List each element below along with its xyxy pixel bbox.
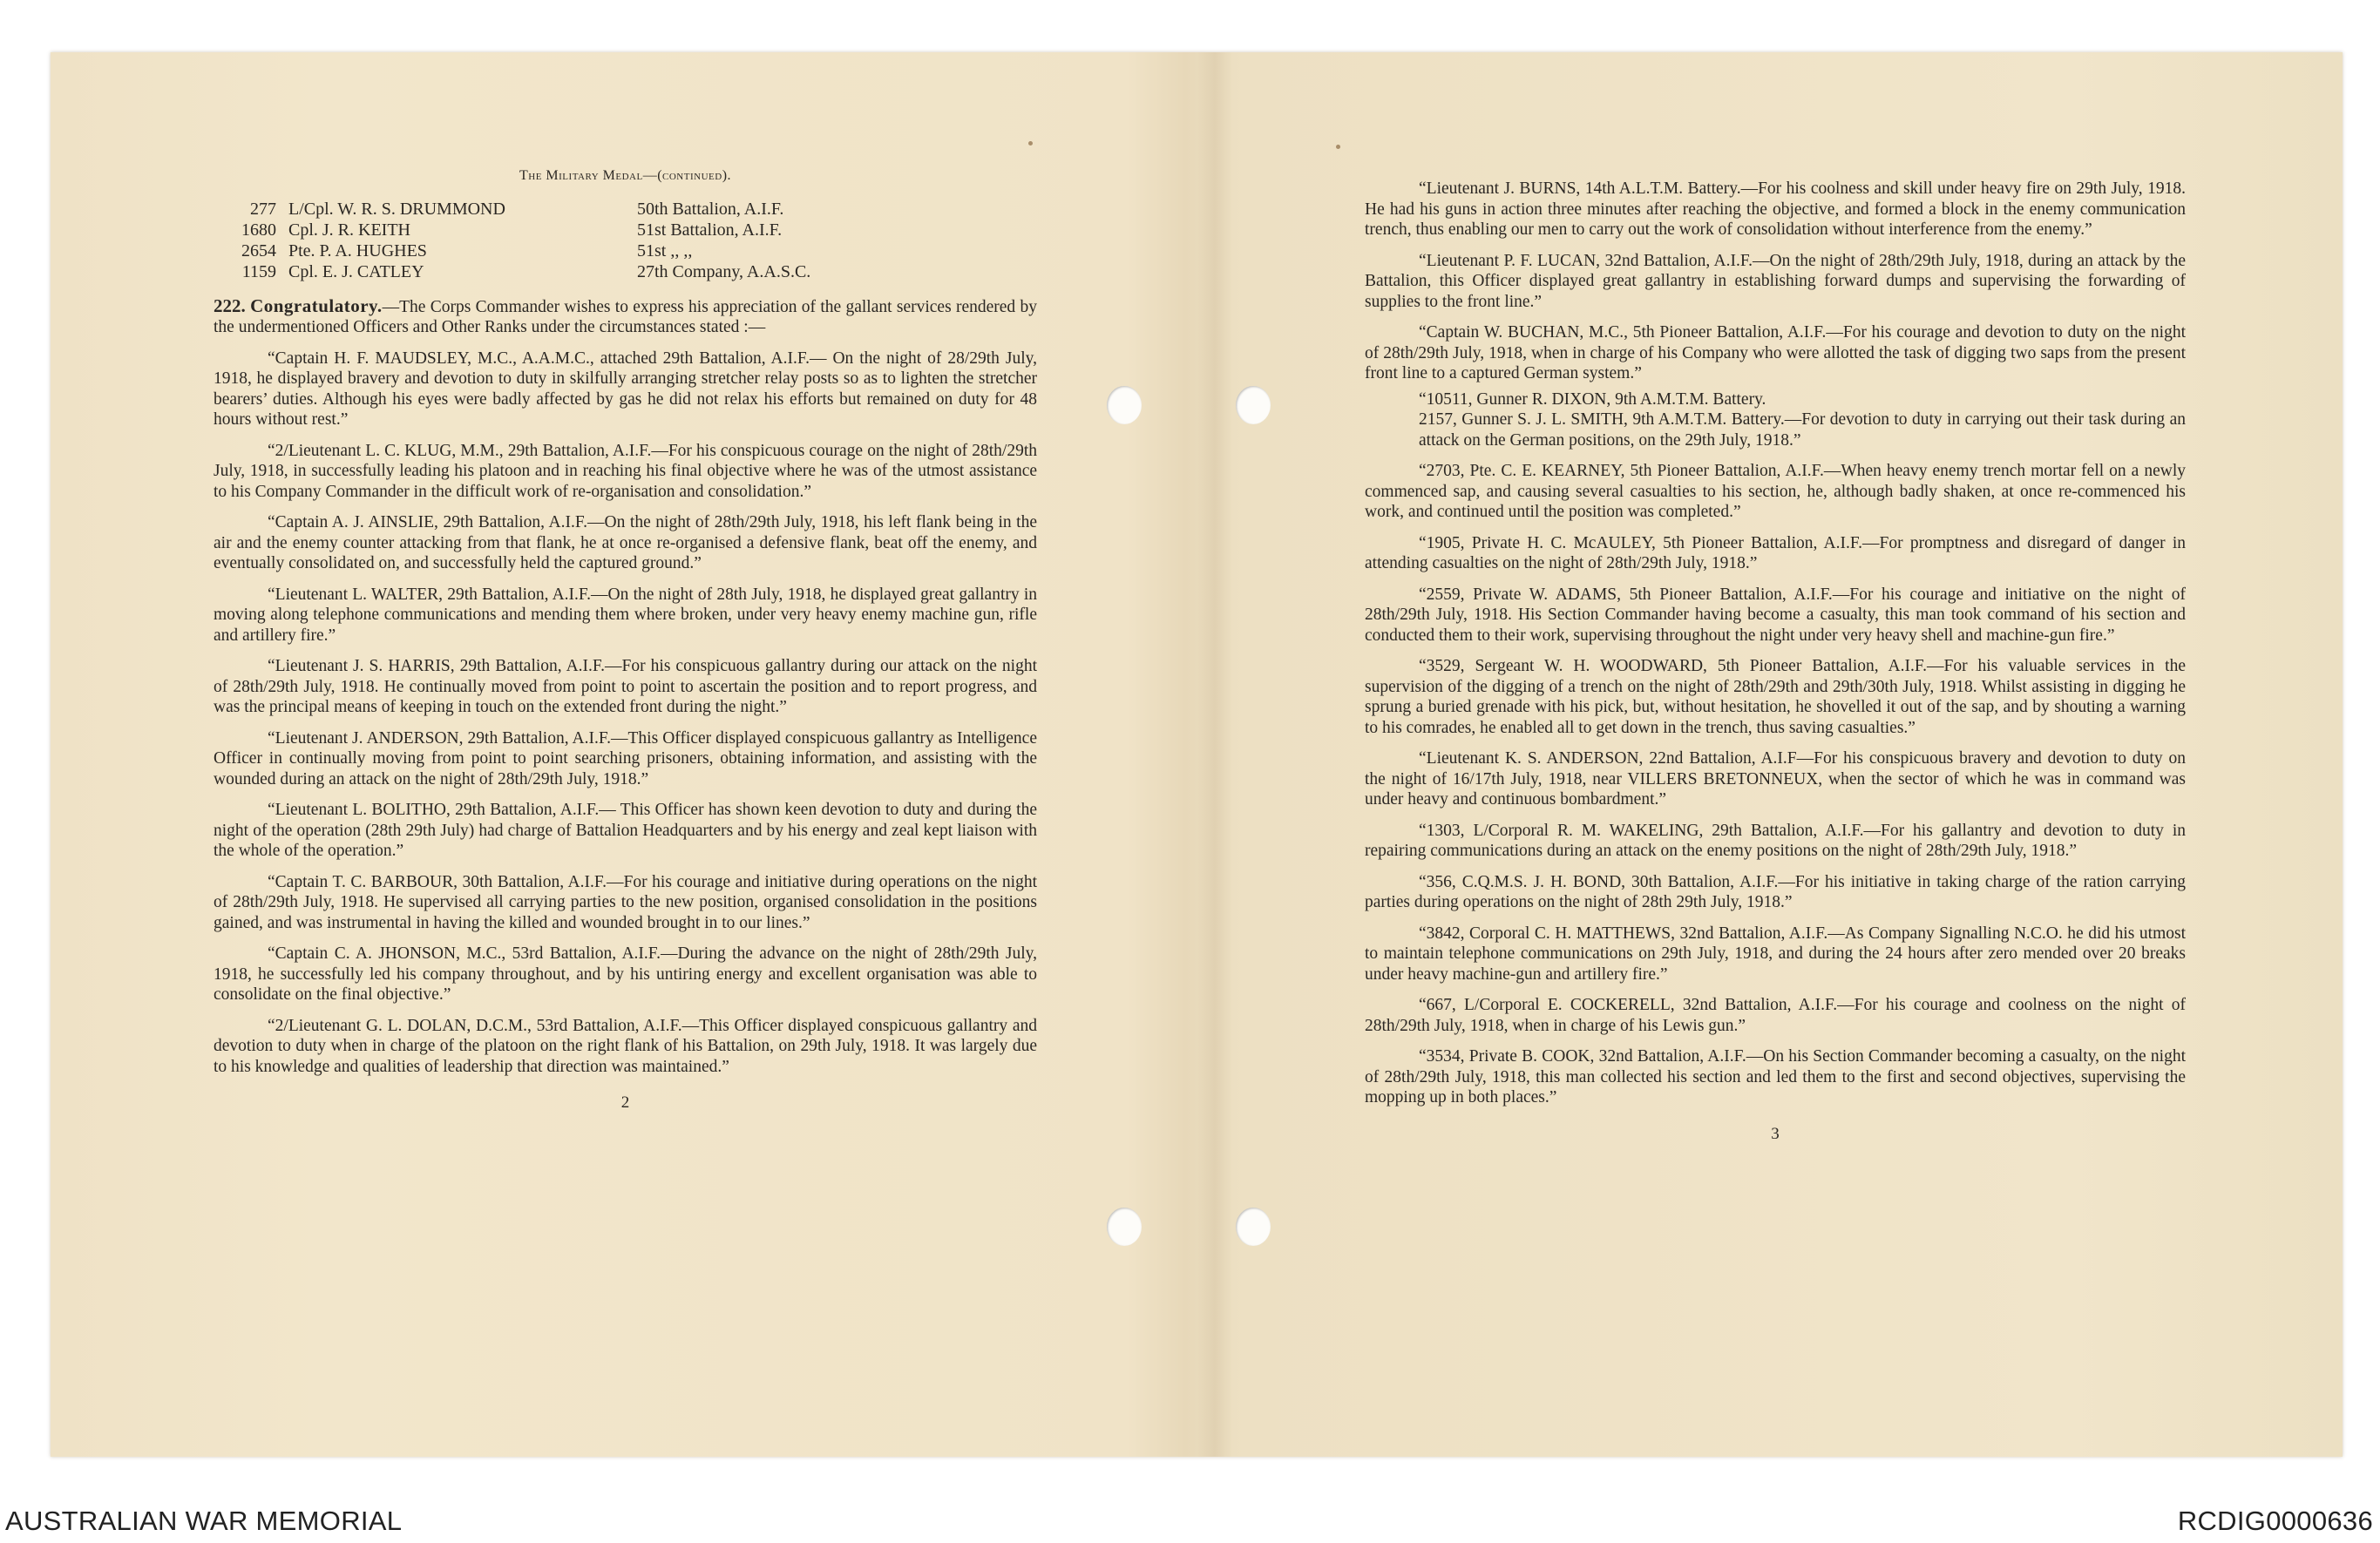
recipient-unit: 51st ,, ,,: [637, 240, 693, 261]
medal-list-row: [214, 220, 1037, 240]
citation: “Lieutenant J. BURNS, 14th A.L.T.M. Battery.—For his coolness and skill under heavy fire on 29th July, 1918. He had his guns in action three minutes after reaching the objective, and formed a block in the enemy communication trench, thus enabling our men to carry out the work of consolidation without interference from the enemy.”: [1365, 179, 2186, 239]
medal-list-row: [214, 261, 1037, 282]
citation-smith-line: 2157, Gunner S. J. L. SMITH, 9th A.M.T.M. Battery.—For devotion to duty in carrying out their task during an attack on the German positions, on the 29th July, 1918.”: [1419, 410, 2186, 450]
section-title: Congratulatory.: [250, 294, 383, 316]
right-page: [1365, 179, 2186, 1144]
citation: “Lieutenant L. BOLITHO, 29th Battalion, A.I.F.— This Officer has shown keen devotion to duty and during the night of the operation (28th 29th July) had charge of Battalion Headquarters and by his energy and zeal kept liaison with the whole of the operation.”: [214, 801, 1037, 860]
citation: “356, C.Q.M.S. J. H. BOND, 30th Battalion, A.I.F.—For his initiative in taking charge of the ration carrying parties during operations on the night of 28th 29th July, 1918.”: [1365, 872, 2186, 911]
punch-hole: [1107, 1208, 1142, 1246]
page-number: 3: [1771, 1124, 1780, 1143]
citation: “3529, Sergeant W. H. WOODWARD, 5th Pioneer Battalion, A.I.F.—For his valuable services in the supervision of the digging of a trench on the night of 28th/29th and 29th/30th July, 1918. Whilst assisting in digging he sprung a buried grenade with his pick, but, without hesitation, he shovelled it out of the sap, and by shouting a warning to his comrades, he enabled all to get down in the trench, thus saving casualties.”: [1365, 657, 2186, 737]
citation: “1905, Private H. C. McAULEY, 5th Pioneer Battalion, A.I.F.—For promptness and disregard of danger in attending casualties on the night of 28th/29th July, 1918.”: [1365, 533, 2186, 572]
recipient-unit: 27th Company, A.A.S.C.: [637, 261, 811, 281]
citation: “Captain T. C. BARBOUR, 30th Battalion, A.I.F.—For his courage and initiative during operations on the night of 28th/29th July, 1918. He supervised all carrying parties to the new position, organised consolidation in the positions gained, and was instrumental in having the killed and wounded brought in to our lines.”: [214, 872, 1037, 932]
citation-dixon: [1365, 389, 2186, 451]
citation: “2559, Private W. ADAMS, 5th Pioneer Battalion, A.I.F.—For his courage and initiative on the night of 28th/29th July, 1918. His Section Commander having become a casualty, this man took command of his section and conducted them to their work, supervising throughout the night under very heavy shell and machine-gun fire.”: [1365, 585, 2186, 645]
citation: “Lieutenant P. F. LUCAN, 32nd Battalion, A.I.F.—On the night of 28th/29th July, 1918, during an attack by the Battalion, this Officer displayed great gallantry in establishing forward dumps and supervising the forwarding of supplies to the front line.”: [1365, 251, 2186, 311]
regimental-number: 1680: [241, 220, 276, 240]
section-intro: —The Corps Commander wishes to express his appreciation of the gallant services rendered by the undermentioned Officers and Other Ranks under the circumstances stated :—: [214, 297, 1037, 336]
section-number: 222.: [214, 294, 246, 316]
recipient-unit: 51st Battalion, A.I.F.: [637, 220, 783, 240]
punch-hole: [1107, 386, 1142, 424]
page-number: 2: [620, 1093, 630, 1112]
centre-fold: [1197, 52, 1232, 1457]
citation: “2703, Pte. C. E. KEARNEY, 5th Pioneer Battalion, A.I.F.—When heavy enemy trench mortar fell on a newly commenced sap, and causing several casualties to his section, he, although badly shaken, at once re-commenced his work, and continued until the position was completed.”: [1365, 462, 2186, 521]
recipient-name: Cpl. E. J. CATLEY: [288, 261, 424, 281]
citation: “2/Lieutenant L. C. KLUG, M.M., 29th Battalion, A.I.F.—For his conspicuous courage on the night of 28th/29th July, 1918, in successfully leading his platoon and in reaching his final objective where he was of the utmost assistance to his Company Commander in the difficult work of re-organisation and consolidation.”: [214, 441, 1037, 501]
recipient-name: Cpl. J. R. KEITH: [288, 220, 410, 240]
archive-reference: RCDIG0000636: [2177, 1506, 2373, 1536]
regimental-number: 1159: [241, 261, 276, 281]
regimental-number: 2654: [241, 240, 276, 261]
archive-name: AUSTRALIAN WAR MEMORIAL: [5, 1506, 403, 1536]
citation: “Captain A. J. AINSLIE, 29th Battalion, A.I.F.—On the night of 28th/29th July, 1918, his left flank being in the air and the enemy counter attacking from that flank, he at once re-organised a defensive flank, beat off the enemy, and eventually consolidated on, and successfully held the captured ground.”: [214, 513, 1037, 572]
section-222: [214, 296, 1037, 338]
citation: “Lieutenant L. WALTER, 29th Battalion, A.I.F.—On the night of 28th July, 1918, he displayed great gallantry in moving along telephone communications and mending them where broken, under very heavy enemy machine gun, rifle and artillery fire.”: [214, 585, 1037, 645]
citation-dixon-line: “10511, Gunner R. DIXON, 9th A.M.T.M. Battery.: [1419, 389, 1766, 409]
citation: “3534, Private B. COOK, 32nd Battalion, A.I.F.—On his Section Commander becoming a casualty, on the night of 28th/29th July, 1918, this man collected his section and led them to the first and second objectives, supervising the mopping up in both places.”: [1365, 1047, 2186, 1106]
paper-stain: [1028, 141, 1033, 146]
recipient-name: L/Cpl. W. R. S. DRUMMOND: [288, 199, 505, 219]
citation: “3842, Corporal C. H. MATTHEWS, 32nd Battalion, A.I.F.—As Company Signalling N.C.O. he did his utmost to maintain telephone communications on 29th July, 1918, and during the 24 hours after zero mended over 20 breaks under heavy machine-gun and artillery fire.”: [1365, 924, 2186, 984]
medal-list-row: [214, 199, 1037, 220]
recipient-unit: 50th Battalion, A.I.F.: [637, 199, 784, 219]
citation: “1303, L/Corporal R. M. WAKELING, 29th Battalion, A.I.F.—For his gallantry and devotion to duty in repairing communications during an attack on the enemy positions on the night of 28th/29th July, 1918.”: [1365, 821, 2186, 860]
punch-hole: [1236, 1208, 1271, 1246]
page-header: The Military Medal—(continued).: [519, 168, 732, 183]
recipient-name: Pte. P. A. HUGHES: [288, 240, 427, 261]
citation: “2/Lieutenant G. L. DOLAN, D.C.M., 53rd Battalion, A.I.F.—This Officer displayed conspicuous gallantry and devotion to duty when in charge of the platoon on the right flank of his Battalion, on 29th July, 1918. It was largely due to his knowledge and qualities of leadership that direction was maintained.”: [214, 1016, 1037, 1076]
citation: “Captain W. BUCHAN, M.C., 5th Pioneer Battalion, A.I.F.—For his courage and devotion to duty on the night of 28th/29th July, 1918, when in charge of his Company who were allotted the task of digging two saps from the present front line to a captured German system.”: [1365, 323, 2186, 382]
punch-hole: [1236, 386, 1271, 424]
citation: “667, L/Corporal E. COCKERELL, 32nd Battalion, A.I.F.—For his courage and coolness on the night of 28th/29th July, 1918, when in charge of his Lewis gun.”: [1365, 996, 2186, 1035]
left-page: [214, 166, 1037, 1113]
citation: “Lieutenant J. ANDERSON, 29th Battalion, A.I.F.—This Officer displayed conspicuous gallantry as Intelligence Officer in continually moving from point to point searching prisoners, obtaining information, and assisting with the wounded during an attack on the night of 28th/29th July, 1918.”: [214, 728, 1037, 788]
citation: “Lieutenant J. S. HARRIS, 29th Battalion, A.I.F.—For his conspicuous gallantry during our attack on the night of 28th/29th July, 1918. He continually moved from point to point to ascertain the position and to report progress, and was the principal means of keeping in touch on the extended front during the night.”: [214, 657, 1037, 716]
regimental-number: 277: [250, 199, 276, 219]
medal-list: [214, 199, 1037, 282]
citation: “Captain C. A. JHONSON, M.C., 53rd Battalion, A.I.F.—During the advance on the night of 28th/29th July, 1918, he successfully led his company throughout, and by his untiring energy and excellent organisation was able to consolidate on the final objective.”: [214, 944, 1037, 1004]
paper-stain: [1336, 145, 1340, 149]
citation: “Lieutenant K. S. ANDERSON, 22nd Battalion, A.I.F—For his conspicuous bravery and devotion to duty on the night of 16/17th July, 1918, near VILLERS BRETONNEUX, when the sector of which he was in command was under heavy and continuous bombardment.”: [1365, 749, 2186, 809]
citation: “Captain H. F. MAUDSLEY, M.C., A.A.M.C., attached 29th Battalion, A.I.F.— On the night of 28/29th July, 1918, he displayed bravery and devotion to duty in skilfully arranging stretcher relay posts so as to lighten the stretcher bearers’ duties. Although his eyes were badly affected by gas he did not relax his efforts but remained on duty for 48 hours without rest.”: [214, 349, 1037, 429]
medal-list-row: [214, 240, 1037, 261]
archive-footer: [0, 1500, 2380, 1543]
